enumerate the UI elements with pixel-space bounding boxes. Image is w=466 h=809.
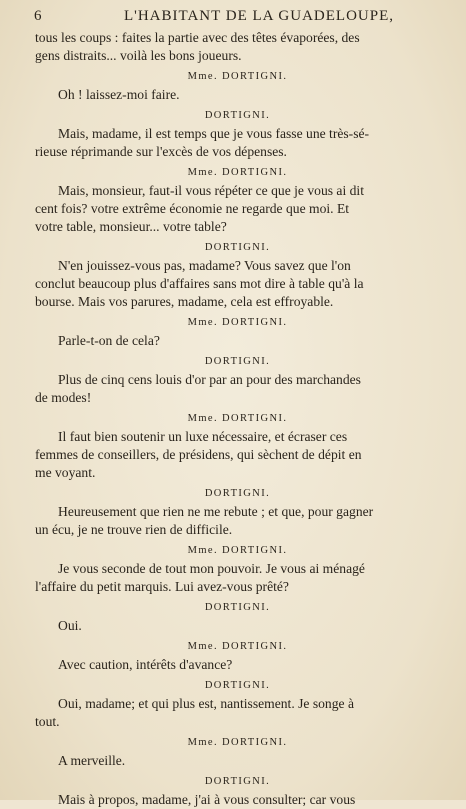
- dialogue-line: gens distraits... voilà les bons joueurs.: [35, 48, 242, 63]
- dialogue-line: l'affaire du petit marquis. Lui avez-vous prêté?: [35, 579, 289, 594]
- speaker-name: DORTIGNI.: [204, 602, 271, 613]
- dialogue-line: rieuse réprimande sur l'excès de vos dépenses.: [35, 144, 287, 159]
- dialogue-line: Mais à propos, madame, j'ai à vous consulter; car vous: [58, 792, 356, 807]
- page-number: 6: [34, 8, 42, 24]
- running-title: L'HABITANT DE LA GUADELOUPE,: [123, 8, 395, 24]
- dialogue-line: Mais, madame, il est temps que je vous fasse une très-sé-: [58, 126, 370, 141]
- dialogue-line: Mais, monsieur, faut-il vous répéter ce que je vous ai dit: [58, 183, 364, 198]
- dialogue-line: votre table, monsieur... votre table?: [35, 219, 227, 234]
- dialogue-line: tout.: [35, 714, 60, 729]
- speaker-name: Mme. DORTIGNI.: [187, 317, 288, 328]
- speaker-name: Mme. DORTIGNI.: [187, 545, 288, 556]
- dialogue-line: femmes de conseillers, de présidens, qui sèchent de dépit en: [35, 447, 362, 462]
- dialogue-line: Oui.: [58, 618, 82, 633]
- speaker-name: DORTIGNI.: [204, 356, 271, 367]
- dialogue-line: cent fois? votre extrême économie ne regarde que moi. Et: [35, 201, 350, 216]
- dialogue-line: Plus de cinq cens louis d'or par an pour des marchandes: [58, 372, 361, 387]
- speaker-name: DORTIGNI.: [204, 488, 271, 499]
- dialogue-line: A merveille.: [58, 753, 126, 768]
- dialogue-line: Oui, madame; et qui plus est, nantissement. Je songe à: [58, 696, 354, 711]
- page-header: [34, 8, 444, 30]
- dialogue-line: Oh ! laissez-moi faire.: [58, 87, 180, 102]
- dialogue-line: Je vous seconde de tout mon pouvoir. Je vous ai ménagé: [58, 561, 365, 576]
- speaker-name: Mme. DORTIGNI.: [187, 71, 288, 82]
- speaker-name: DORTIGNI.: [204, 680, 271, 691]
- speaker-name: Mme. DORTIGNI.: [187, 413, 288, 424]
- speaker-name: Mme. DORTIGNI.: [187, 737, 288, 748]
- dialogue-line: bourse. Mais vos parures, madame, cela est effroyable.: [35, 294, 334, 309]
- dialogue-line: Heureusement que rien ne me rebute ; et que, pour gagner: [58, 504, 374, 519]
- dialogue-line: de modes!: [35, 390, 92, 405]
- dialogue-line: tous les coups : faites la partie avec des têtes évaporées, des: [35, 30, 360, 45]
- dialogue-line: Avec caution, intérêts d'avance?: [58, 657, 233, 672]
- speaker-name: Mme. DORTIGNI.: [187, 167, 288, 178]
- dialogue-line: conclut beaucoup plus d'affaires sans mot dire à table qu'à la: [35, 276, 364, 291]
- speaker-name: DORTIGNI.: [204, 242, 271, 253]
- speaker-name: Mme. DORTIGNI.: [187, 641, 288, 652]
- dialogue-line: N'en jouissez-vous pas, madame? Vous savez que l'on: [58, 258, 351, 273]
- play-text: [35, 29, 440, 809]
- dialogue-line: Il faut bien soutenir un luxe nécessaire, et écraser ces: [58, 429, 348, 444]
- dialogue-line: Parle-t-on de cela?: [58, 333, 160, 348]
- dialogue-line: un écu, je ne trouve rien de difficile.: [35, 522, 233, 537]
- speaker-name: DORTIGNI.: [204, 776, 271, 787]
- speaker-name: DORTIGNI.: [204, 110, 271, 121]
- dialogue-line: me voyant.: [35, 465, 96, 480]
